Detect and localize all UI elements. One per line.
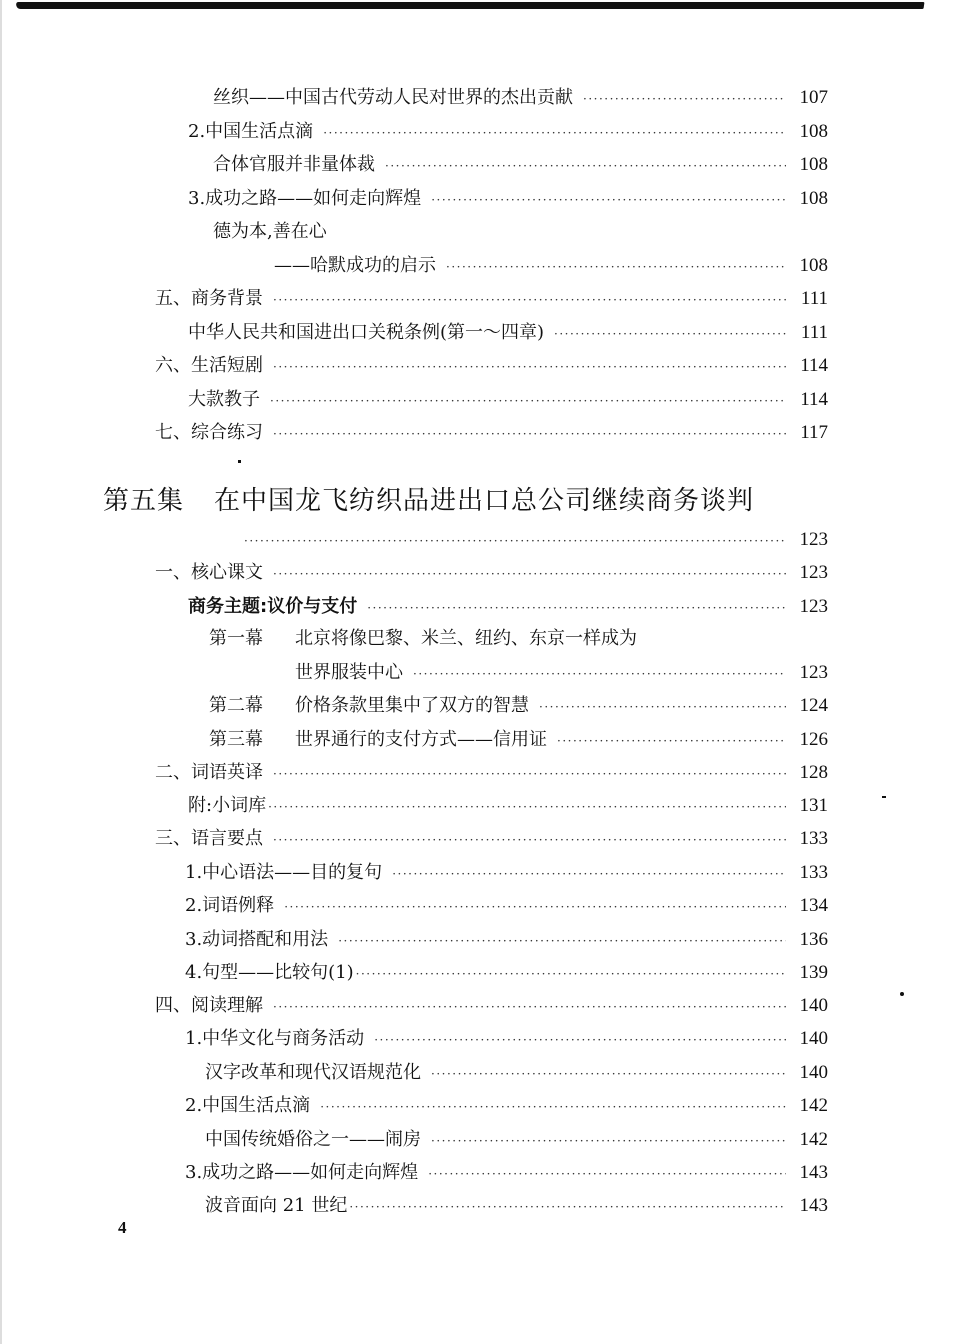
dot-leader [583, 87, 786, 111]
toc-entry-page: 142 [799, 1129, 828, 1150]
toc-entry[interactable] [188, 388, 828, 413]
toc-entry[interactable] [188, 187, 828, 212]
toc-entry[interactable] [205, 1194, 828, 1219]
toc-entry-label: 七、综合练习 [155, 422, 263, 443]
toc-entry[interactable] [185, 1094, 828, 1119]
toc-entry-label: 北京将像巴黎、米兰、纽约、东京一样成为 [295, 628, 637, 649]
toc-entry-label: 大款教子 [188, 389, 260, 410]
toc-entry-page: 140 [799, 995, 828, 1016]
toc-entry-page: 114 [800, 389, 828, 410]
toc-entry-label: 1.中华文化与商务活动 [185, 1028, 365, 1049]
toc-entry-page: 111 [800, 288, 828, 309]
toc-entry-label: 3.成功之路——如何走向辉煌 [188, 188, 422, 209]
dot-leader [431, 1129, 786, 1153]
toc-entry-label: 中华人民共和国进出口关税条例(第一～四章) [188, 322, 545, 343]
toc-entry-label: 2.词语例释 [185, 895, 275, 916]
toc-entry-page: 143 [799, 1162, 828, 1183]
toc-entry[interactable] [205, 1128, 828, 1153]
dot-leader [374, 1028, 786, 1052]
dot-leader [431, 188, 786, 212]
toc-entry-page: 124 [799, 695, 828, 716]
dot-leader [320, 1095, 786, 1119]
dot-leader [323, 121, 786, 145]
chapter-page-row[interactable] [244, 528, 828, 553]
toc-entry[interactable] [155, 421, 828, 446]
toc-entry-label: 3.成功之路——如何走向辉煌 [185, 1162, 419, 1183]
dot-leader [431, 1062, 786, 1086]
act-prefix: 第二幕 [209, 695, 263, 716]
toc-entry-label: 波音面向 21 世纪 [205, 1195, 348, 1216]
dot-leader [273, 828, 786, 852]
dot-leader [413, 662, 786, 686]
toc-entry-label: 商务主题:议价与支付 [188, 596, 358, 617]
toc-entry-label: 四、阅读理解 [155, 995, 263, 1016]
toc-entry-page: 108 [799, 255, 828, 276]
toc-entry[interactable] [185, 928, 828, 953]
toc-entry[interactable] [209, 694, 828, 719]
dot-leader [273, 288, 786, 312]
top-rule [16, 2, 925, 9]
scan-speck [238, 460, 241, 463]
toc-entry-page: 123 [799, 562, 828, 583]
toc-entry[interactable] [155, 287, 828, 312]
dot-leader [385, 154, 786, 178]
toc-entry[interactable] [274, 254, 828, 279]
toc-entry-page: 108 [799, 154, 828, 175]
toc-entry[interactable] [185, 1161, 828, 1186]
toc-entry-label: 附:小词库 [188, 795, 267, 816]
toc-entry-label: 中国传统婚俗之一——闹房 [205, 1129, 421, 1150]
toc-entry-page: 128 [799, 762, 828, 783]
toc-entry-page: 140 [799, 1062, 828, 1083]
dot-leader [270, 389, 786, 413]
toc-entry[interactable] [295, 661, 828, 686]
toc-entry-label: 2.中国生活点滴 [188, 121, 314, 142]
toc-entry-page: 111 [800, 322, 828, 343]
toc-entry-page: 114 [800, 355, 828, 376]
toc-entry[interactable] [155, 561, 828, 586]
dot-leader [554, 322, 786, 346]
toc-entry-page: 143 [799, 1195, 828, 1216]
dot-leader [356, 962, 786, 986]
folio-page-number: 4 [118, 1218, 127, 1237]
dot-leader [428, 1162, 786, 1186]
toc-entry[interactable] [185, 894, 828, 919]
toc-entry-label: 五、商务背景 [155, 288, 263, 309]
toc-entry[interactable] [155, 761, 828, 786]
toc-entry[interactable] [185, 1027, 828, 1052]
toc-entry-label[interactable]: 德为本,善在心 [213, 221, 327, 242]
toc-entry-label: 4.句型——比较句(1) [185, 962, 354, 983]
toc-entry-page: 123 [799, 662, 828, 683]
dot-leader [349, 1195, 786, 1219]
toc-entry[interactable] [188, 794, 828, 819]
toc-entry-page: 140 [799, 1028, 828, 1049]
toc-entry-label: 第三幕 世界通行的支付方式——信用证 [209, 729, 547, 750]
toc-entry[interactable] [188, 595, 828, 620]
toc-entry-page: 131 [799, 795, 828, 816]
toc-entry-label: 1.中心语法——目的复句 [185, 862, 383, 883]
toc-entry[interactable] [155, 994, 828, 1019]
chapter-title: 在中国龙飞纺织品进出口总公司继续商务谈判 [214, 486, 755, 516]
scan-left-edge [0, 0, 2, 1344]
dot-leader [446, 255, 786, 279]
toc-entry-page: 108 [799, 188, 828, 209]
dot-leader [273, 562, 786, 586]
toc-entry-page: 126 [799, 729, 828, 750]
act-prefix: 第三幕 [209, 729, 263, 750]
toc-entry-label: 六、生活短剧 [155, 355, 263, 376]
toc-entry[interactable] [209, 627, 637, 651]
toc-entry[interactable] [213, 86, 828, 111]
toc-entry-label: 一、核心课文 [155, 562, 263, 583]
toc-entry-label: 3.动词搭配和用法 [185, 929, 329, 950]
toc-entry-page: 117 [800, 422, 828, 443]
scan-speck [900, 992, 904, 996]
toc-entry[interactable] [209, 728, 828, 753]
toc-entry[interactable] [188, 120, 828, 145]
toc-entry[interactable] [205, 1061, 828, 1086]
dot-leader [367, 596, 786, 620]
toc-entry-page: 133 [799, 862, 828, 883]
toc-entry[interactable] [155, 827, 828, 852]
toc-entry[interactable] [185, 861, 828, 886]
act-prefix: 第一幕 [209, 628, 263, 649]
toc-entry-page: 139 [799, 962, 828, 983]
toc-entry-page: 134 [799, 895, 828, 916]
toc-entry-page: 123 [799, 596, 828, 617]
toc-entry[interactable] [185, 961, 828, 986]
toc-entry-label: ——哈默成功的启示 [274, 255, 436, 276]
dot-leader [557, 729, 786, 753]
dot-leader [268, 795, 786, 819]
toc-entry-label: 2.中国生活点滴 [185, 1095, 311, 1116]
toc-entry[interactable] [188, 321, 828, 346]
dot-leader [539, 695, 786, 719]
scan-speck [882, 796, 886, 798]
chapter-heading[interactable] [103, 484, 754, 518]
dot-leader [273, 762, 786, 786]
toc-entry-label: 第二幕 价格条款里集中了双方的智慧 [209, 695, 529, 716]
toc-entry[interactable] [155, 354, 828, 379]
dot-leader [284, 895, 786, 919]
dot-leader [273, 995, 786, 1019]
dot-leader [273, 422, 786, 446]
chapter-page: 123 [799, 529, 828, 550]
toc-entry-label: 合体官服并非量体裁 [213, 154, 375, 175]
dot-leader [338, 929, 786, 953]
toc-entry-label: 世界服装中心 [295, 662, 403, 683]
toc-entry-label: 丝织——中国古代劳动人民对世界的杰出贡献 [213, 87, 573, 108]
toc-entry-page: 107 [799, 87, 828, 108]
toc-entry-label: 三、语言要点 [155, 828, 263, 849]
dot-leader [273, 355, 786, 379]
toc-entry-page: 133 [799, 828, 828, 849]
toc-entry-page: 108 [799, 121, 828, 142]
toc-entry-page: 136 [799, 929, 828, 950]
toc-entry-label: 二、词语英译 [155, 762, 263, 783]
dot-leader [244, 529, 786, 553]
chapter-number: 第五集 [103, 486, 185, 516]
dot-leader [392, 862, 786, 886]
toc-entry[interactable] [213, 153, 828, 178]
toc-entry-page: 142 [799, 1095, 828, 1116]
toc-entry-label: 汉字改革和现代汉语规范化 [205, 1062, 421, 1083]
